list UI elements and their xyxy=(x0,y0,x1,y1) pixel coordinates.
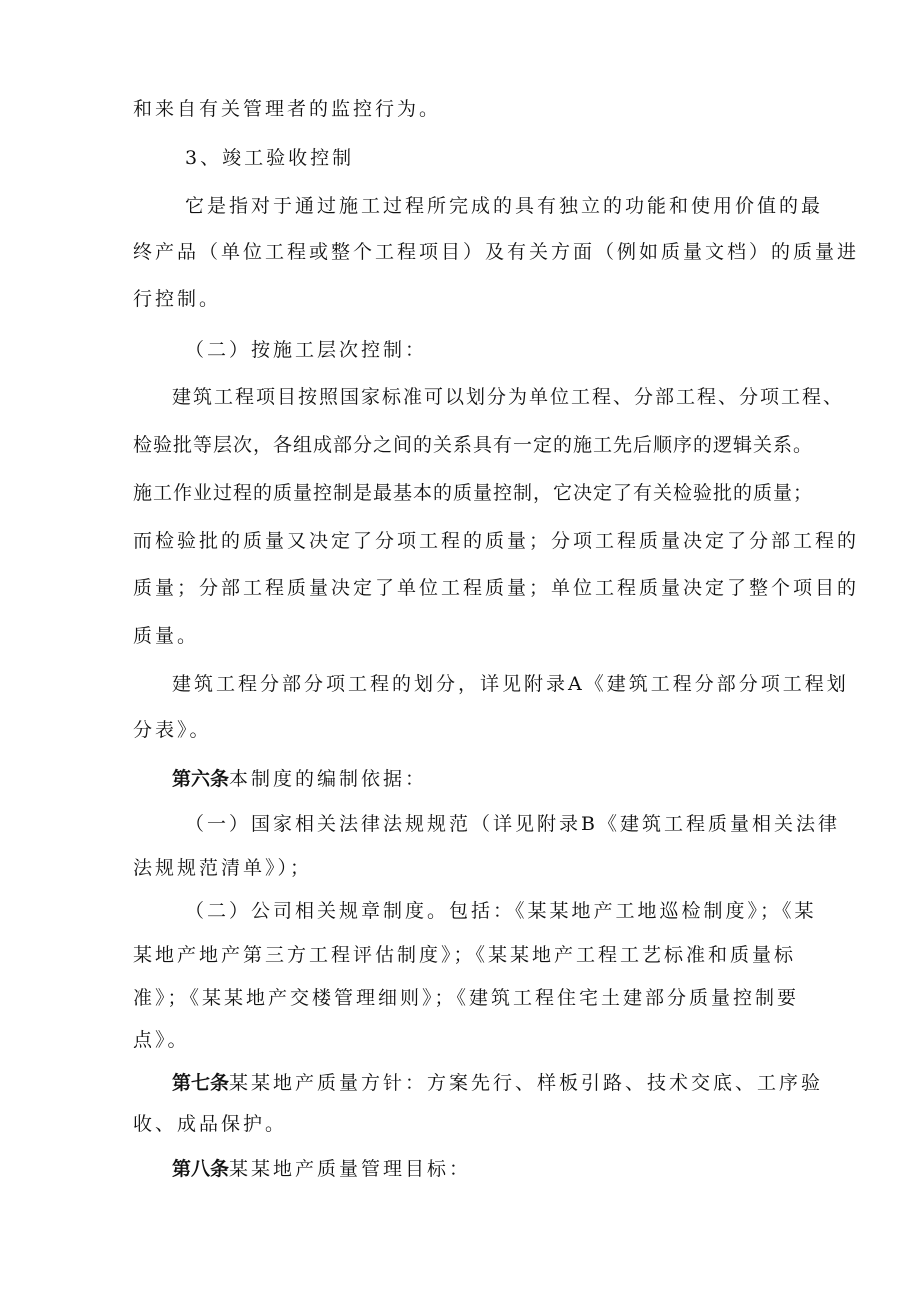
text-line: 终产品（单位工程或整个工程项目）及有关方面（例如质量文档）的质量进 xyxy=(133,241,860,263)
text-line: 建筑工程分部分项工程的划分，详见附录A《建筑工程分部分项工程划 xyxy=(172,673,849,695)
section-heading: 3、竣工验收控制 xyxy=(185,147,355,169)
section-heading: （二）按施工层次控制： xyxy=(185,339,428,361)
text-line: 准》；《某某地产交楼管理细则》；《建筑工程住宅土建部分质量控制要 xyxy=(133,987,800,1009)
text-line: 质量；分部工程质量决定了单位工程质量；单位工程质量决定了整个项目的 xyxy=(133,577,860,599)
article-number: 第八条 xyxy=(172,1158,230,1180)
text-line: 施工作业过程的质量控制是最基本的质量控制，它决定了有关检验批的质量； xyxy=(133,482,814,504)
text-line: 和来自有关管理者的监控行为。 xyxy=(133,98,442,120)
article-number: 第七条 xyxy=(172,1072,230,1094)
text-line: 检验批等层次，各组成部分之间的关系具有一定的施工先后顺序的逻辑关系。 xyxy=(133,434,814,456)
article-line xyxy=(172,767,427,791)
text-line: （二）公司相关规章制度。包括：《某某地产工地巡检制度》；《某 xyxy=(185,900,817,922)
text-line: 行控制。 xyxy=(133,288,222,310)
text-line: 点》。 xyxy=(133,1029,190,1051)
text-line: 它是指对于通过施工过程所完成的具有独立的功能和使用价值的最 xyxy=(185,195,824,217)
text-line: 某地产地产第三方工程评估制度》；《某某地产工程工艺标准和质量标 xyxy=(133,944,797,966)
text-line: 法规规范清单》）； xyxy=(133,857,313,879)
article-text: 某某地产质量方针：方案先行、样板引路、技术交底、工序验 xyxy=(229,1072,824,1094)
article-number: 第六条 xyxy=(172,768,230,790)
text-line: 建筑工程项目按照国家标准可以划分为单位工程、分部工程、分项工程、 xyxy=(172,386,845,408)
text-line: 质量。 xyxy=(133,625,200,647)
article-line xyxy=(172,1071,823,1095)
article-text: 本制度的编制依据： xyxy=(229,768,428,790)
article-line xyxy=(172,1157,471,1181)
text-line: 分表》。 xyxy=(133,719,212,741)
text-line: （一）国家相关法律法规规范（详见附录B《建筑工程质量相关法律 xyxy=(185,813,840,835)
text-line: 收、成品保护。 xyxy=(133,1113,288,1135)
article-text: 某某地产质量管理目标： xyxy=(229,1158,472,1180)
text-line: 而检验批的质量又决定了分项工程的质量；分项工程质量决定了分部工程的 xyxy=(133,530,860,552)
